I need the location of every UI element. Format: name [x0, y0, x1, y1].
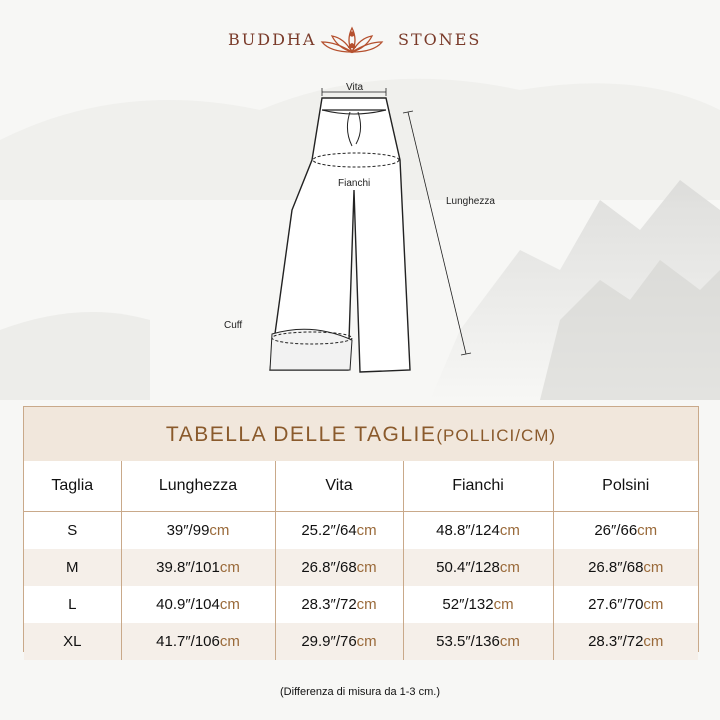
measurement-note: (Differenza di misura da 1-3 cm.) — [280, 686, 440, 698]
header-cuffs: Polsini — [553, 461, 698, 512]
table-header-row — [24, 461, 698, 512]
brand-header — [0, 22, 720, 58]
waist-cell: 26.8″/68cm — [275, 549, 403, 586]
size-chart-title-text: TABELLA DELLE TAGLIE — [165, 423, 437, 446]
cuffs-cell: 27.6″/70cm — [553, 586, 698, 623]
length-cell: 41.7″/106cm — [121, 623, 275, 660]
waist-cell: 29.9″/76cm — [275, 623, 403, 660]
hips-cell: 53.5″/136cm — [403, 623, 553, 660]
length-cell: 39.8″/101cm — [121, 549, 275, 586]
table-row — [24, 512, 698, 550]
size-chart-table — [23, 406, 699, 652]
hips-cell: 50.4″/128cm — [403, 549, 553, 586]
brand-name-right: STONES — [398, 30, 482, 49]
header-hips: Fianchi — [403, 461, 553, 512]
table-row — [24, 549, 698, 586]
label-hips: Fianchi — [338, 178, 371, 189]
size-chart-title — [24, 407, 698, 461]
header-waist: Vita — [275, 461, 403, 512]
lotus-buddha-icon — [316, 22, 388, 56]
table-row — [24, 623, 698, 660]
brand-name-left: BUDDHA — [228, 30, 317, 49]
waist-cell: 28.3″/72cm — [275, 586, 403, 623]
size-cell: S — [67, 522, 78, 539]
cuffs-cell: 26″/66cm — [553, 512, 698, 550]
length-cell: 39″/99cm — [121, 512, 275, 550]
cuffs-cell: 28.3″/72cm — [553, 623, 698, 660]
pants-outline — [0, 70, 720, 390]
length-cell: 40.9″/104cm — [121, 586, 275, 623]
label-waist: Vita — [346, 82, 364, 93]
waist-cell: 25.2″/64cm — [275, 512, 403, 550]
size-table — [24, 461, 698, 660]
size-chart-title-unit: (POLLICI/CM) — [436, 426, 557, 445]
cuffs-cell: 26.8″/68cm — [553, 549, 698, 586]
table-row — [24, 586, 698, 623]
header-size: Taglia — [24, 461, 121, 512]
label-cuff: Cuff — [224, 320, 243, 331]
hips-cell: 52″/132cm — [403, 586, 553, 623]
pants-diagram — [0, 70, 720, 390]
header-length: Lunghezza — [121, 461, 275, 512]
size-cell: XL — [24, 623, 121, 660]
label-length: Lunghezza — [446, 196, 495, 207]
size-cell: M — [24, 549, 121, 586]
size-cell: L — [68, 596, 77, 613]
hips-cell: 48.8″/124cm — [403, 512, 553, 550]
